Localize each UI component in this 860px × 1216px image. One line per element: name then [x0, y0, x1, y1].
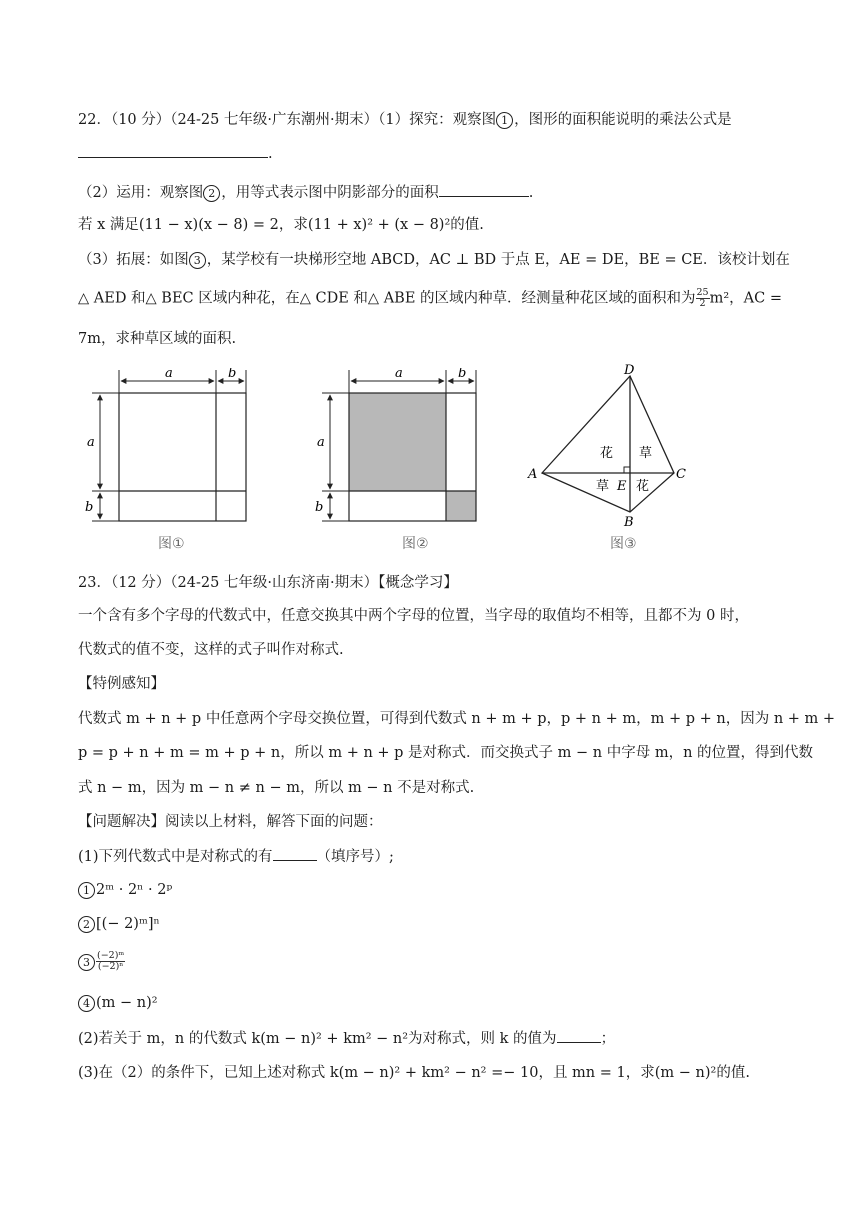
q23-part1-b: （填序号）;: [316, 849, 394, 865]
q22-header: [78, 110, 732, 130]
option-2-marker: 2: [78, 916, 95, 933]
q22-part3-a: （3）拓展：如图: [78, 252, 189, 268]
fig3-ref: 3: [189, 252, 206, 269]
q23-concept-2: 代数式的值不变，这样的式子叫作对称式.: [78, 642, 344, 658]
point-A: A: [528, 467, 538, 482]
point-D: D: [624, 363, 635, 378]
fraction-25-2: [696, 288, 710, 309]
fig2-shaded-a-square: [349, 393, 446, 491]
q23-example-3: 式 n − m，因为 m − n ≠ n − m，所以 m − n 不是对称式.: [78, 780, 475, 796]
q23-option-4: [78, 993, 158, 1013]
fig1-square: [119, 393, 246, 521]
q22-part2-a: （2）运用：观察图: [78, 185, 204, 201]
label-grass-ABE: 草: [596, 479, 610, 494]
q23-example-1: 代数式 m + n + p 中任意两个字母交换位置，可得到代数式 n + m + p，p + n + m，m + p + n，因为 n + m +: [78, 711, 836, 727]
option-2-expr: [(− 2)ᵐ]ⁿ: [96, 916, 160, 932]
fig2-caption: 图②: [402, 536, 429, 552]
q23-part1: [78, 846, 394, 867]
fig2-shaded-b-square: [446, 491, 476, 521]
q23-problem-title: 【问题解决】阅读以上材料，解答下面的问题：: [78, 814, 383, 830]
point-B: B: [624, 515, 634, 530]
point-C: C: [676, 467, 686, 482]
label-flower-BEC: 花: [636, 479, 650, 494]
option-3-fraction: [96, 951, 125, 972]
option-3-numerator: (−2)ᵐ: [97, 950, 125, 961]
fig3-right-angle-mark: [624, 467, 630, 473]
q23-option-1: [78, 880, 172, 900]
q22-part3: [78, 250, 790, 270]
q23-part2-b: ；: [600, 1031, 616, 1047]
fig1-label-b-left: b: [85, 500, 94, 515]
q23-part3: (3)在（2）的条件下，已知上述对称式 k(m − n)² + km² − n² =− 10，且 mn = 1，求(m − n)²的值.: [78, 1065, 750, 1081]
fig2-label-a-top: a: [395, 368, 403, 381]
q23-concept-1: 一个含有多个字母的代数式中，任意交换其中两个字母的位置，当字母的取值均不相等，且都不为 0 时，: [78, 608, 749, 624]
fig1-caption: 图①: [158, 536, 185, 552]
answer-blank-1[interactable]: [78, 143, 268, 158]
option-4-expr: (m − n)²: [96, 995, 158, 1011]
option-3-denominator: (−2)ⁿ: [97, 961, 124, 972]
figure-2: [310, 368, 490, 558]
q23-example-2: p = p + n + m = m + p + n，所以 m + n + p 是对称式．而交换式子 m − n 中字母 m，n 的位置，得到代数: [78, 745, 814, 761]
q22-part2: [78, 182, 533, 203]
figure-1: [80, 368, 260, 558]
fig1-label-b-top: b: [228, 368, 237, 381]
label-grass-CDE: 草: [639, 446, 653, 461]
fig3-caption: 图③: [610, 536, 637, 552]
q23-example-title: 【特例感知】: [78, 676, 165, 692]
q22-part3-line2-b: m²，AC =: [709, 290, 782, 307]
q23-part1-a: (1)下列代数式中是对称式的有: [78, 849, 273, 865]
fig2-label-b-left: b: [315, 500, 324, 515]
q22-part3-b: ，某学校有一块梯形空地 ABCD，AC ⊥ BD 于点 E，AE = DE，BE = CE．该校计划在: [206, 252, 790, 268]
q23-option-3: [78, 951, 125, 972]
period: .: [268, 146, 273, 162]
fig1-ref: 1: [496, 112, 513, 129]
frac-denominator: 2: [699, 298, 706, 309]
label-flower-AED: 花: [600, 446, 614, 461]
option-1-marker: 1: [78, 882, 95, 899]
q22-part3-line2-a: △ AED 和△ BEC 区域内种花，在△ CDE 和△ ABE 的区域内种草．经测量种花区域的面积和为: [78, 290, 696, 307]
q22-part1-text: ，图形的面积能说明的乘法公式是: [514, 112, 732, 128]
q22-part3-line3: 7m，求种草区域的面积.: [78, 331, 237, 347]
fig2-label-a-left: a: [317, 435, 325, 450]
point-E: E: [617, 479, 627, 494]
answer-blank-2[interactable]: [439, 182, 529, 197]
q22-header-text: 22．（10 分）（24-25 七年级·广东潮州·期末）（1）探究：观察图: [78, 112, 497, 128]
answer-blank-4[interactable]: [557, 1028, 601, 1043]
q22-part2-b: ，用等式表示图中阴影部分的面积: [221, 185, 439, 201]
fig1-label-a-left: a: [87, 435, 95, 450]
q23-option-2: [78, 914, 160, 934]
answer-blank-3[interactable]: [273, 846, 317, 861]
option-3-marker: 3: [78, 954, 95, 971]
q22-condition: 若 x 满足(11 − x)(x − 8) = 2，求(11 + x)² + (x − 8)²的值.: [78, 217, 484, 233]
fig2-label-b-top: b: [458, 368, 467, 381]
option-4-marker: 4: [78, 995, 95, 1012]
q23-header: 23．（12 分）（24-25 七年级·山东济南·期末）【概念学习】: [78, 575, 458, 591]
figure-3: [520, 362, 700, 558]
period: .: [528, 185, 534, 201]
frac-numerator: 25: [696, 287, 709, 298]
q23-part2: [78, 1028, 615, 1049]
fig1-label-a-top: a: [165, 368, 173, 381]
q22-answer-line1: [78, 143, 273, 164]
q22-part3-line2: [78, 288, 782, 309]
fig2-ref: 2: [203, 185, 220, 202]
q23-part2-a: (2)若关于 m，n 的代数式 k(m − n)² + km² − n²为对称式，则 k 的值为: [78, 1031, 557, 1047]
option-1-expr: 2ᵐ · 2ⁿ · 2ᵖ: [96, 882, 173, 898]
